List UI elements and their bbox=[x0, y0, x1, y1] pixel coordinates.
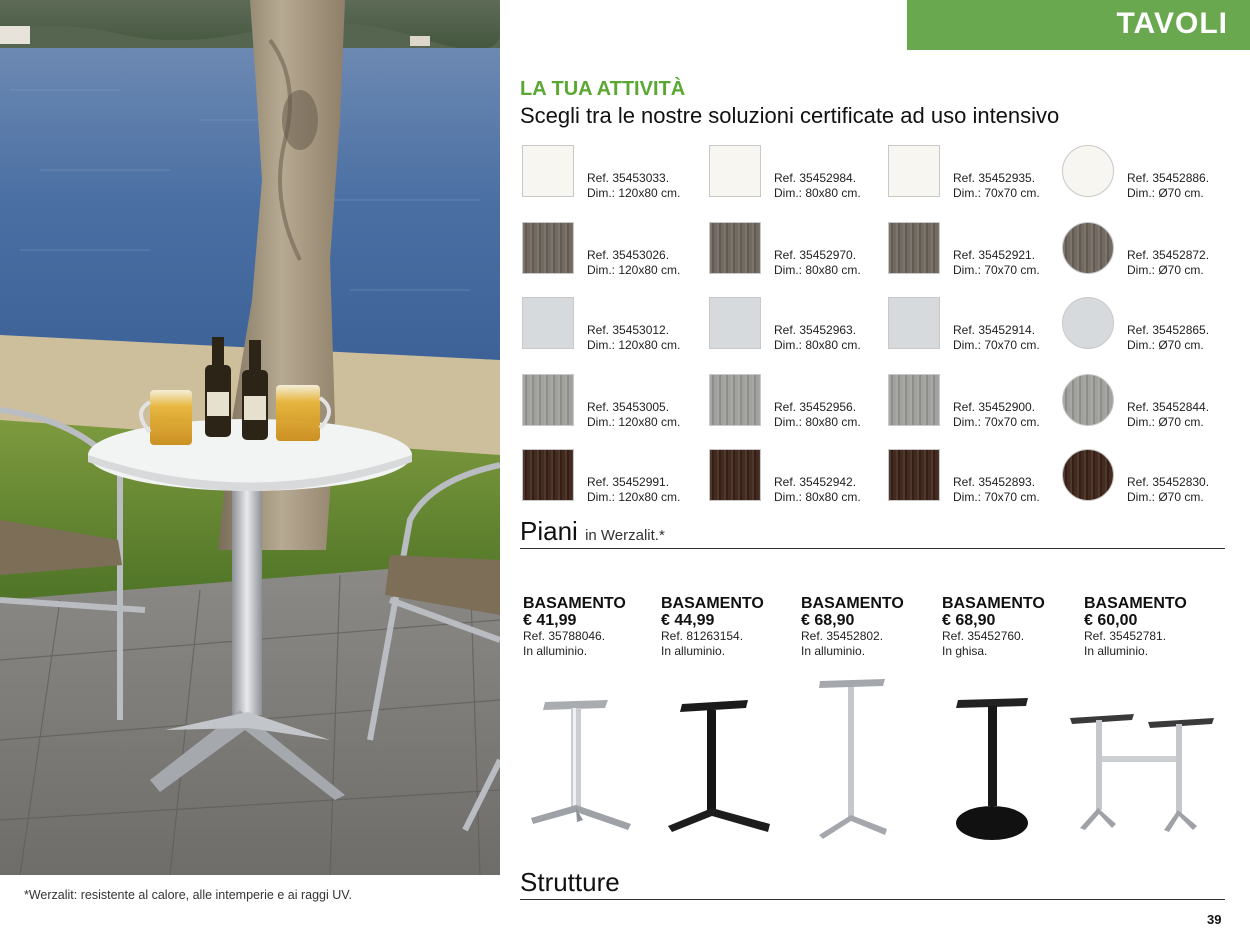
swatch-wenge bbox=[522, 449, 574, 501]
swatch-dimensions: Dim.: 70x70 cm. bbox=[953, 262, 1040, 277]
swatch-wenge bbox=[709, 449, 761, 501]
swatch-caption bbox=[1127, 248, 1209, 277]
swatch-ref: Ref. 35452830. bbox=[1127, 475, 1210, 489]
swatch-dimensions: Dim.: Ø70 cm. bbox=[1127, 414, 1204, 429]
product-ref: Ref. 35452781. bbox=[1084, 629, 1167, 643]
swatch-dimensions: Dim.: 80x80 cm. bbox=[774, 489, 861, 504]
product-material: In alluminio. bbox=[801, 643, 866, 658]
strutture-divider bbox=[520, 899, 1225, 900]
swatch-ref: Ref. 35453005. bbox=[587, 400, 670, 414]
swatch-item bbox=[1060, 374, 1240, 430]
product-card bbox=[1084, 595, 1224, 658]
product-ref: Ref. 35452760. bbox=[942, 629, 1025, 643]
black-base-image bbox=[662, 690, 777, 850]
swatch-dimensions: Dim.: 80x80 cm. bbox=[774, 414, 861, 429]
swatch-caption bbox=[774, 171, 861, 200]
swatch-dimensions: Dim.: 70x70 cm. bbox=[953, 337, 1040, 352]
swatch-white bbox=[888, 145, 940, 197]
product-material: In alluminio. bbox=[1084, 643, 1149, 658]
swatch-grid bbox=[520, 145, 1225, 505]
swatch-dimensions: Dim.: 80x80 cm. bbox=[774, 185, 861, 200]
swatch-caption bbox=[1127, 475, 1209, 504]
swatch-item bbox=[520, 449, 700, 505]
swatch-dimensions: Dim.: 70x70 cm. bbox=[953, 414, 1040, 429]
swatch-white bbox=[1062, 145, 1114, 197]
swatch-item bbox=[520, 222, 700, 278]
swatch-ref: Ref. 35452844. bbox=[1127, 400, 1210, 414]
swatch-ref: Ref. 35453026. bbox=[587, 248, 670, 262]
product-material: In alluminio. bbox=[523, 643, 588, 658]
swatch-item bbox=[886, 449, 1066, 505]
swatch-dimensions: Dim.: 120x80 cm. bbox=[587, 337, 681, 352]
swatch-caption bbox=[587, 400, 680, 429]
swatch-item bbox=[707, 222, 887, 278]
tall-base-image bbox=[815, 675, 890, 850]
strutture-section-title: Strutture bbox=[520, 867, 620, 897]
page-headline: Scegli tra le nostre soluzioni certificate ad uso intensivo bbox=[520, 103, 1060, 128]
swatch-caption bbox=[774, 400, 861, 429]
product-ref: Ref. 35788046. bbox=[523, 629, 606, 643]
swatch-ref: Ref. 35452900. bbox=[953, 400, 1036, 414]
swatch-dimensions: Dim.: Ø70 cm. bbox=[1127, 489, 1204, 504]
swatch-light-grey bbox=[888, 297, 940, 349]
swatch-caption bbox=[774, 475, 861, 504]
swatch-item bbox=[1060, 297, 1240, 353]
swatch-light-grey bbox=[1062, 297, 1114, 349]
swatch-item bbox=[520, 297, 700, 353]
swatch-grey-oak bbox=[1062, 222, 1114, 274]
product-name: BASAMENTO bbox=[942, 595, 1045, 612]
product-material: In ghisa. bbox=[942, 643, 988, 658]
swatch-caption bbox=[587, 323, 680, 352]
swatch-ref: Ref. 35453033. bbox=[587, 171, 670, 185]
swatch-caption bbox=[774, 248, 861, 277]
swatch-dimensions: Dim.: 120x80 cm. bbox=[587, 262, 681, 277]
swatch-light-grey bbox=[709, 297, 761, 349]
swatch-ref: Ref. 35452984. bbox=[774, 171, 857, 185]
swatch-dimensions: Dim.: 70x70 cm. bbox=[953, 185, 1040, 200]
swatch-item bbox=[520, 374, 700, 430]
swatch-ref: Ref. 35452914. bbox=[953, 323, 1036, 337]
swatch-dimensions: Dim.: 120x80 cm. bbox=[587, 414, 681, 429]
swatch-dimensions: Dim.: Ø70 cm. bbox=[1127, 185, 1204, 200]
swatch-wenge bbox=[888, 449, 940, 501]
swatch-caption bbox=[587, 475, 680, 504]
product-material: In alluminio. bbox=[661, 643, 726, 658]
swatch-caption bbox=[587, 248, 680, 277]
swatch-item bbox=[707, 145, 887, 201]
double-base-image bbox=[1068, 710, 1218, 835]
swatch-ref: Ref. 35452963. bbox=[774, 323, 857, 337]
swatch-caption bbox=[587, 171, 680, 200]
swatch-item bbox=[886, 374, 1066, 430]
product-name: BASAMENTO bbox=[1084, 595, 1187, 612]
section-kicker: LA TUA ATTIVITÀ bbox=[520, 78, 686, 100]
swatch-item bbox=[886, 145, 1066, 201]
product-price: € 41,99 bbox=[523, 612, 577, 629]
swatch-grey-stone bbox=[1062, 374, 1114, 426]
swatch-ref: Ref. 35452886. bbox=[1127, 171, 1210, 185]
swatch-grey-oak bbox=[709, 222, 761, 274]
swatch-ref: Ref. 35452935. bbox=[953, 171, 1036, 185]
swatch-dimensions: Dim.: Ø70 cm. bbox=[1127, 262, 1204, 277]
swatch-item bbox=[1060, 145, 1240, 201]
swatch-wenge bbox=[1062, 449, 1114, 501]
swatch-dimensions: Dim.: 120x80 cm. bbox=[587, 185, 681, 200]
swatch-caption bbox=[1127, 323, 1209, 352]
piani-subtitle: in Werzalit.* bbox=[585, 527, 665, 544]
category-label: TAVOLI bbox=[1116, 7, 1228, 40]
swatch-item bbox=[886, 297, 1066, 353]
swatch-caption bbox=[774, 323, 861, 352]
hero-photo bbox=[0, 0, 500, 875]
swatch-item bbox=[1060, 449, 1240, 505]
swatch-ref: Ref. 35453012. bbox=[587, 323, 670, 337]
swatch-ref: Ref. 35452893. bbox=[953, 475, 1036, 489]
swatch-caption bbox=[953, 323, 1040, 352]
swatch-ref: Ref. 35452991. bbox=[587, 475, 670, 489]
swatch-dimensions: Dim.: 70x70 cm. bbox=[953, 489, 1040, 504]
swatch-white bbox=[522, 145, 574, 197]
product-price: € 60,00 bbox=[1084, 612, 1138, 629]
piani-title: Piani bbox=[520, 516, 578, 546]
product-ref: Ref. 81263154. bbox=[661, 629, 744, 643]
swatch-light-grey bbox=[522, 297, 574, 349]
swatch-caption bbox=[953, 171, 1040, 200]
swatch-ref: Ref. 35452956. bbox=[774, 400, 857, 414]
swatch-ref: Ref. 35452865. bbox=[1127, 323, 1210, 337]
swatch-ref: Ref. 35452872. bbox=[1127, 248, 1210, 262]
piani-divider bbox=[520, 548, 1225, 549]
aluminium-base-image bbox=[523, 690, 643, 850]
product-price: € 44,99 bbox=[661, 612, 715, 629]
swatch-item bbox=[886, 222, 1066, 278]
swatch-grey-stone bbox=[522, 374, 574, 426]
swatch-ref: Ref. 35452970. bbox=[774, 248, 857, 262]
swatch-dimensions: Dim.: 120x80 cm. bbox=[587, 489, 681, 504]
swatch-grey-oak bbox=[522, 222, 574, 274]
footnote: *Werzalit: resistente al calore, alle intemperie e ai raggi UV. bbox=[24, 888, 352, 902]
swatch-caption bbox=[1127, 400, 1209, 429]
product-price: € 68,90 bbox=[801, 612, 855, 629]
swatch-caption bbox=[953, 400, 1040, 429]
product-name: BASAMENTO bbox=[523, 595, 626, 612]
page-number: 39 bbox=[1207, 912, 1222, 927]
swatch-grey-stone bbox=[888, 374, 940, 426]
swatch-grey-oak bbox=[888, 222, 940, 274]
product-card bbox=[661, 595, 801, 658]
swatch-item bbox=[520, 145, 700, 201]
piani-section-title bbox=[520, 516, 665, 547]
swatch-dimensions: Dim.: 80x80 cm. bbox=[774, 337, 861, 352]
product-price: € 68,90 bbox=[942, 612, 996, 629]
product-name: BASAMENTO bbox=[661, 595, 764, 612]
product-card bbox=[801, 595, 941, 658]
swatch-item bbox=[707, 297, 887, 353]
swatch-ref: Ref. 35452942. bbox=[774, 475, 857, 489]
product-name: BASAMENTO bbox=[801, 595, 904, 612]
swatch-item bbox=[707, 449, 887, 505]
product-card bbox=[942, 595, 1082, 658]
category-tab bbox=[907, 0, 1250, 50]
product-card bbox=[523, 595, 663, 658]
swatch-dimensions: Dim.: 80x80 cm. bbox=[774, 262, 861, 277]
swatch-dimensions: Dim.: Ø70 cm. bbox=[1127, 337, 1204, 352]
swatch-grey-stone bbox=[709, 374, 761, 426]
swatch-caption bbox=[953, 248, 1040, 277]
cast-iron-base-image bbox=[950, 690, 1035, 845]
swatch-ref: Ref. 35452921. bbox=[953, 248, 1036, 262]
product-ref: Ref. 35452802. bbox=[801, 629, 884, 643]
swatch-item bbox=[1060, 222, 1240, 278]
swatch-white bbox=[709, 145, 761, 197]
swatch-item bbox=[707, 374, 887, 430]
swatch-caption bbox=[1127, 171, 1209, 200]
swatch-caption bbox=[953, 475, 1040, 504]
